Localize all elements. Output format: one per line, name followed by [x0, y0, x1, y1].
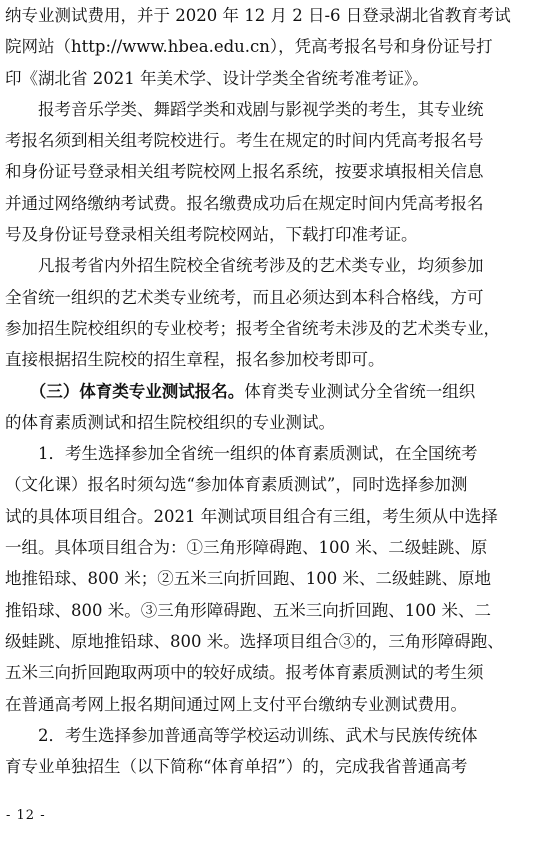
text-line: 全省统一组织的艺术类专业统考，而且必须达到本科合格线，方可: [5, 287, 484, 307]
section-heading-rest: 体育类专业测试分全省统一组织: [244, 381, 476, 401]
text-line: 院网站（http://www.hbea.edu.cn），凭高考报名号和身份证号打: [5, 37, 493, 57]
text-line: 1．考生选择参加全省统一组织的体育素质测试，在全国统考: [5, 444, 478, 464]
text-line: 2．考生选择参加普通高等学校运动训练、武术与民族传统体: [5, 725, 478, 745]
text-line: 一组。具体项目组合为：①三角形障碍跑、100 米、二级蛙跳、原: [5, 538, 488, 558]
text-line: 的体育素质测试和招生院校组织的专业测试。: [5, 412, 335, 432]
text-line: 参加招生院校组织的专业校考；报考全省统考未涉及的艺术类专业，: [5, 318, 500, 338]
text-line: 印《湖北省 2021 年美术学、设计学类全省统考准考证》。: [5, 68, 429, 88]
text-line: 并通过网络缴纳考试费。报名缴费成功后在规定时间内凭高考报名: [5, 193, 484, 213]
text-line: 和身份证号登录相关组考院校网上报名系统，按要求填报相关信息: [5, 162, 484, 182]
text-line: 直接根据招生院校的招生章程，报名参加校考即可。: [5, 350, 385, 370]
text-line: 在普通高考网上报名期间通过网上支付平台缴纳专业测试费用。: [5, 694, 467, 714]
text-line: 地推铅球、800 米；②五米三向折回跑、100 米、二级蛙跳、原地: [5, 569, 491, 589]
text-line: 级蛙跳、原地推铅球、800 米。选择项目组合③的，三角形障碍跑、: [5, 631, 504, 651]
text-line: （文化课）报名时须勾选“参加体育素质测试”，同时选择参加测: [5, 475, 468, 495]
text-line: 五米三向折回跑取两项中的较好成绩。报考体育素质测试的考生须: [5, 663, 484, 683]
text-line: 纳专业测试费用，并于 2020 年 12 月 2 日-6 日登录湖北省教育考试: [5, 6, 511, 25]
text-line: 育专业单独招生（以下简称“体育单招”）的，完成我省普通高考: [5, 757, 468, 777]
text-line: 凡报考省内外招生院校全省统考涉及的艺术类专业，均须参加: [5, 256, 484, 276]
section-heading-sports: [5, 376, 533, 407]
text-line: 报考音乐学类、舞蹈学类和戏剧与影视学类的考生，其专业统: [5, 99, 484, 119]
text-line: 推铅球、800 米。③三角形障碍跑、五米三向折回跑、100 米、二: [5, 600, 491, 620]
page-number: - 12 -: [6, 808, 46, 823]
section-heading-bold: （三）体育类专业测试报名。: [5, 381, 245, 401]
text-line: 考报名须到相关组考院校进行。考生在规定的时间内凭高考报名号: [5, 131, 484, 151]
body-text: [5, 0, 533, 782]
text-line: 试的具体项目组合。2021 年测试项目组合有三组，考生须从中选择: [5, 506, 498, 526]
text-line: 号及身份证号登录相关组考院校网站，下载打印准考证。: [5, 225, 418, 245]
